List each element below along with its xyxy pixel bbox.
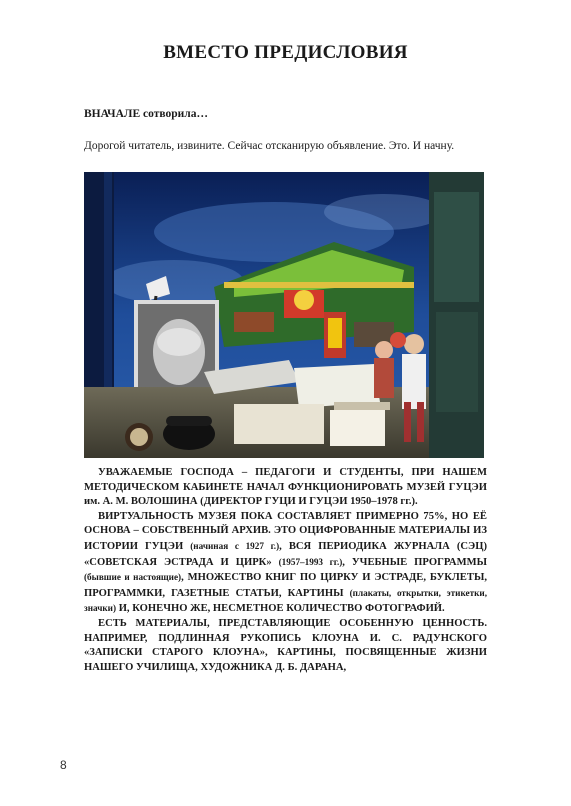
section-subheading: ВНАЧАЛЕ сотворила…	[84, 108, 208, 120]
page-number: 8	[60, 758, 67, 772]
museum-photo	[84, 172, 484, 458]
intro-paragraph: Дорогой читатель, извините. Сейчас отсканирую объявление. Это. И начну.	[84, 140, 455, 152]
paragraph-3: ЕСТЬ МАТЕРИАЛЫ, ПРЕДСТАВЛЯЮЩИЕ ОСОБЕННУЮ ЦЕННОСТЬ. НАПРИМЕР, ПОДЛИННАЯ РУКОПИСЬ КЛОУНА И. С. РАДУНСКОГО «ЗАПИСКИ СТАРОГО КЛОУНА», КАРТИНЫ, ПОСВЯЩЕННЫЕ ЖИЗНИ НАШЕГО УЧИЛИЩА, ХУДОЖНИКА Д. Б. ДАРАНА,	[84, 617, 487, 673]
paragraph-2: ВИРТУАЛЬНОСТЬ МУЗЕЯ ПОКА СОСТАВЛЯЕТ ПРИМЕРНО 75%, НО ЕЁ ОСНОВА – СОБСТВЕННЫЙ АРХИВ. ЭТО ОЦИФРОВАННЫЕ МАТЕРИАЛЫ ИЗ ИСТОРИИ ГУЦЭИ (начиная с 1927 г.), ВСЯ ПЕРИОДИКА ЖУРНАЛА (СЭЦ) «СОВЕТСКАЯ ЭСТРАДА И ЦИРК» (1957–1993 гг.), УЧЕБНЫЕ ПРОГРАММЫ (бывшие и настоящие), МНОЖЕСТВО КНИГ ПО ЦИРКУ И ЭСТРАДЕ, БУКЛЕТЫ, ПРОГРАММКИ, ГАЗЕТНЫЕ СТАТЬИ, КАРТИНЫ (плакаты, открытки, этикетки, значки) И, КОНЕЧНО ЖЕ, НЕСМЕТНОЕ КОЛИЧЕСТВО ФОТОГРАФИЙ.	[84, 510, 487, 615]
body-text	[84, 466, 487, 675]
paragraph-1: УВАЖАЕМЫЕ ГОСПОДА – ПЕДАГОГИ И СТУДЕНТЫ, ПРИ НАШЕМ МЕТОДИЧЕСКОМ КАБИНЕТЕ НАЧАЛ ФУНКЦИОНИРОВАТЬ МУЗЕЙ ГУЦЭИ им. А. М. ВОЛОШИНА (ДИРЕКТОР ГУЦИ И ГУЦЭИ 1950–1978 гг.).	[84, 467, 487, 508]
page-title: ВМЕСТО ПРЕДИСЛОВИЯ	[163, 42, 408, 63]
